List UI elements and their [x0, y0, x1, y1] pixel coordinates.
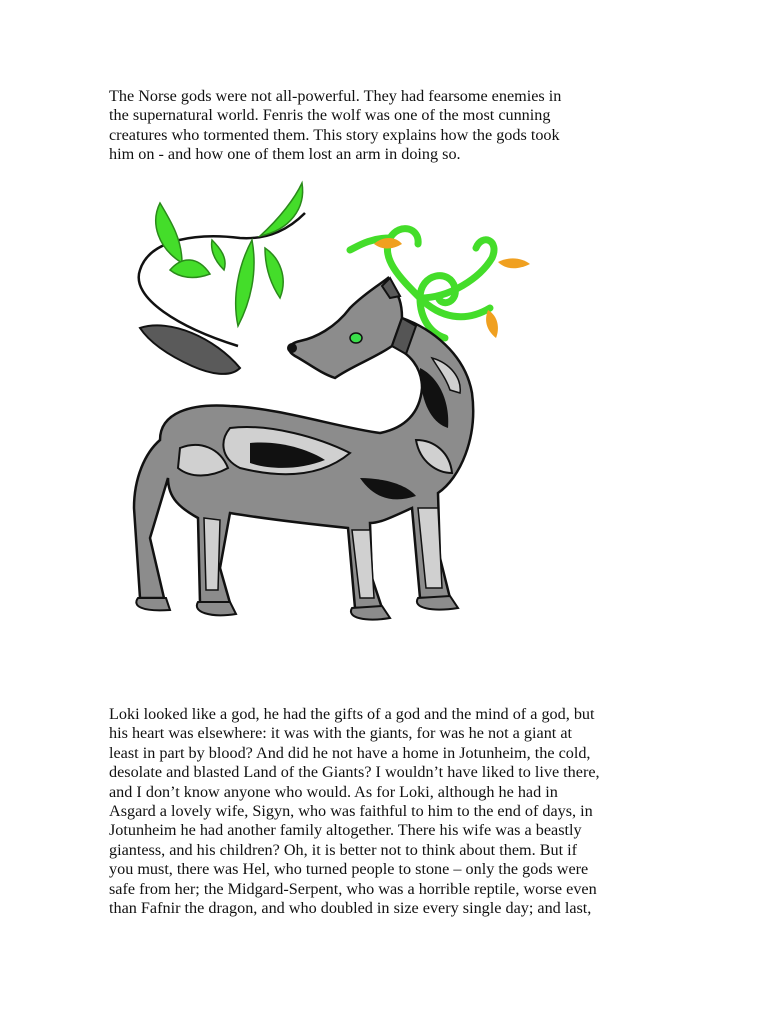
text-line: him on - and how one of them lost an arm in doing so. — [109, 145, 461, 164]
wolf-paw — [351, 606, 390, 620]
fenris-wolf-illustration — [120, 178, 550, 628]
wolf-eye — [350, 333, 362, 343]
text-line: Jotunheim he had another family altogether. There his wife was a beastly — [109, 821, 582, 840]
text-line: giantess, and his children? Oh, it is better not to think about them. But if — [109, 840, 578, 859]
text-line: the supernatural world. Fenris the wolf was one of the most cunning — [109, 106, 551, 125]
orange-leaf — [486, 310, 498, 338]
wolf-paw — [136, 598, 170, 610]
vine-leaf — [236, 240, 254, 326]
body-paragraph — [109, 705, 669, 918]
vine-leaf — [170, 260, 210, 278]
orange-leaf — [498, 258, 530, 268]
vine-leaf — [156, 203, 182, 263]
text-line: you must, there was Hel, who turned people to stone – only the gods were — [109, 860, 589, 879]
vine-leaf — [212, 240, 225, 270]
text-line: The Norse gods were not all-powerful. They had fearsome enemies in — [109, 87, 562, 105]
wolf-nose — [287, 343, 297, 353]
text-line: than Fafnir the dragon, and who doubled in size every single day; and last, — [109, 899, 592, 918]
text-line: creatures who tormented them. This story explains how the gods took — [109, 125, 560, 144]
text-line: least in part by blood? And did he not have a home in Jotunheim, the cold, — [109, 743, 591, 762]
text-line: Loki looked like a god, he had the gifts of a god and the mind of a god, but — [109, 705, 595, 723]
vine-leaf — [265, 248, 283, 298]
wolf-paw — [197, 602, 236, 615]
text-line: desolate and blasted Land of the Giants? I wouldn’t have liked to live there, — [109, 763, 600, 782]
text-line: Asgard a lovely wife, Sigyn, who was faithful to him to the end of days, in — [109, 802, 593, 821]
text-line: his heart was elsewhere: it was with the giants, for was he not a giant at — [109, 724, 573, 743]
intro-paragraph — [109, 87, 669, 165]
vine-leaf — [260, 183, 303, 236]
text-line: and I don’t know anyone who would. As for Loki, although he had in — [109, 782, 558, 801]
text-line: safe from her; the Midgard-Serpent, who was a horrible reptile, worse even — [109, 879, 597, 898]
wolf-tail — [140, 325, 240, 374]
wolf-head — [290, 278, 402, 378]
wolf-paw — [417, 596, 458, 610]
